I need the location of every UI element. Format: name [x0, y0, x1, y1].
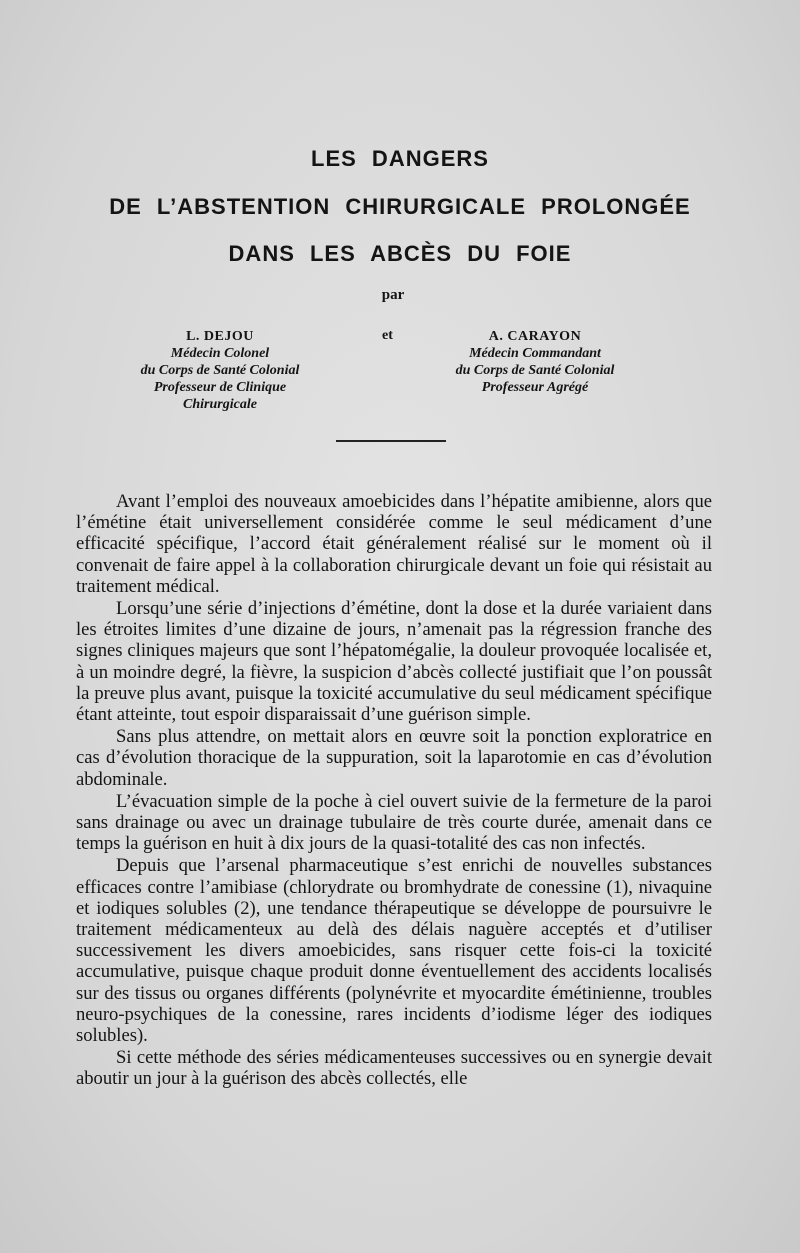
- title-line-2: DE L’ABSTENTION CHIRURGICALE PROLONGÉE: [109, 194, 691, 219]
- article-body: [76, 491, 712, 1091]
- author-role: du Corps de Santé Colonial: [140, 363, 300, 378]
- paragraph: Avant l’emploi des nouveaux amoebicides dans l’hépatite amibienne, alors que l’émétine était universellement considérée comme le seul médicament d’une efficacité spécifique, l’accord était généralement réalisé sur le moment où il convenait de faire appel à la collaboration chirurgicale devant un foie qui résistait au traitement médical.: [76, 491, 712, 597]
- author-block-1: [100, 328, 340, 413]
- author-role: Chirurgicale: [183, 397, 257, 412]
- author-role: Professeur Agrégé: [481, 380, 589, 395]
- byline: par: [381, 287, 405, 303]
- separator-rule: [336, 440, 446, 442]
- author-name: A. CARAYON: [488, 329, 582, 344]
- author-name: L. DEJOU: [186, 329, 254, 344]
- author-role: Professeur de Clinique: [153, 380, 287, 395]
- author-role: Médecin Colonel: [170, 346, 270, 361]
- author-block-2: [410, 328, 660, 396]
- title-line-3: DANS LES ABCÈS DU FOIE: [228, 241, 572, 266]
- author-role: Médecin Commandant: [469, 346, 601, 361]
- title-line-1: LES DANGERS: [311, 146, 489, 171]
- conjunction: et: [382, 328, 393, 343]
- author-role: du Corps de Santé Colonial: [455, 363, 615, 378]
- paragraph: Lorsqu’une série d’injections d’émétine, dont la dose et la durée variaient dans les étroites limites d’une dizaine de jours, n’amenait pas la régression franche des signes cliniques majeurs que sont l’hépatomégalie, la douleur provoquée localisée et, à un moindre degré, la fièvre, la suspicion d’abcès collecté justifiait que l’on poussât la preuve plus avant, puisque la toxicité accumulative du seul médicament spécifique étant atteinte, tout espoir disparaissait d’une guérison simple.: [76, 598, 712, 726]
- paragraph: Depuis que l’arsenal pharmaceutique s’est enrichi de nouvelles substances efficaces contre l’amibiase (chlorydrate ou bromhydrate de conessine (1), nivaquine et iodiques solubles (2), une tendance thérapeutique se développe de poursuivre le traitement médicamenteux au delà des délais naguère acceptés et d’utiliser successivement les divers amoebicides, sans risquer cette fois-ci la toxicité accumulative, puisque chaque produit donne éventuellement des accidents localisés sur des tissus ou organes différents (polynévrite et myocardite émétinienne, troubles neuro-psychiques de la conessine, rares incidents d’iodisme léger des iodiques solubles).: [76, 855, 712, 1047]
- paragraph: Sans plus attendre, on mettait alors en œuvre soit la ponction exploratrice en cas d’évolution thoracique de la suppuration, soit la laparotomie en cas d’évolution abdominale.: [76, 726, 712, 790]
- paragraph: Si cette méthode des séries médicamenteuses successives ou en synergie devait aboutir un jour à la guérison des abcès collectés, elle: [76, 1047, 712, 1090]
- paragraph: L’évacuation simple de la poche à ciel ouvert suivie de la fermeture de la paroi sans drainage ou avec un drainage tubulaire de très courte durée, amenait dans ce temps la guérison en huit à dix jours de la quasi-totalité des cas non infectés.: [76, 790, 712, 855]
